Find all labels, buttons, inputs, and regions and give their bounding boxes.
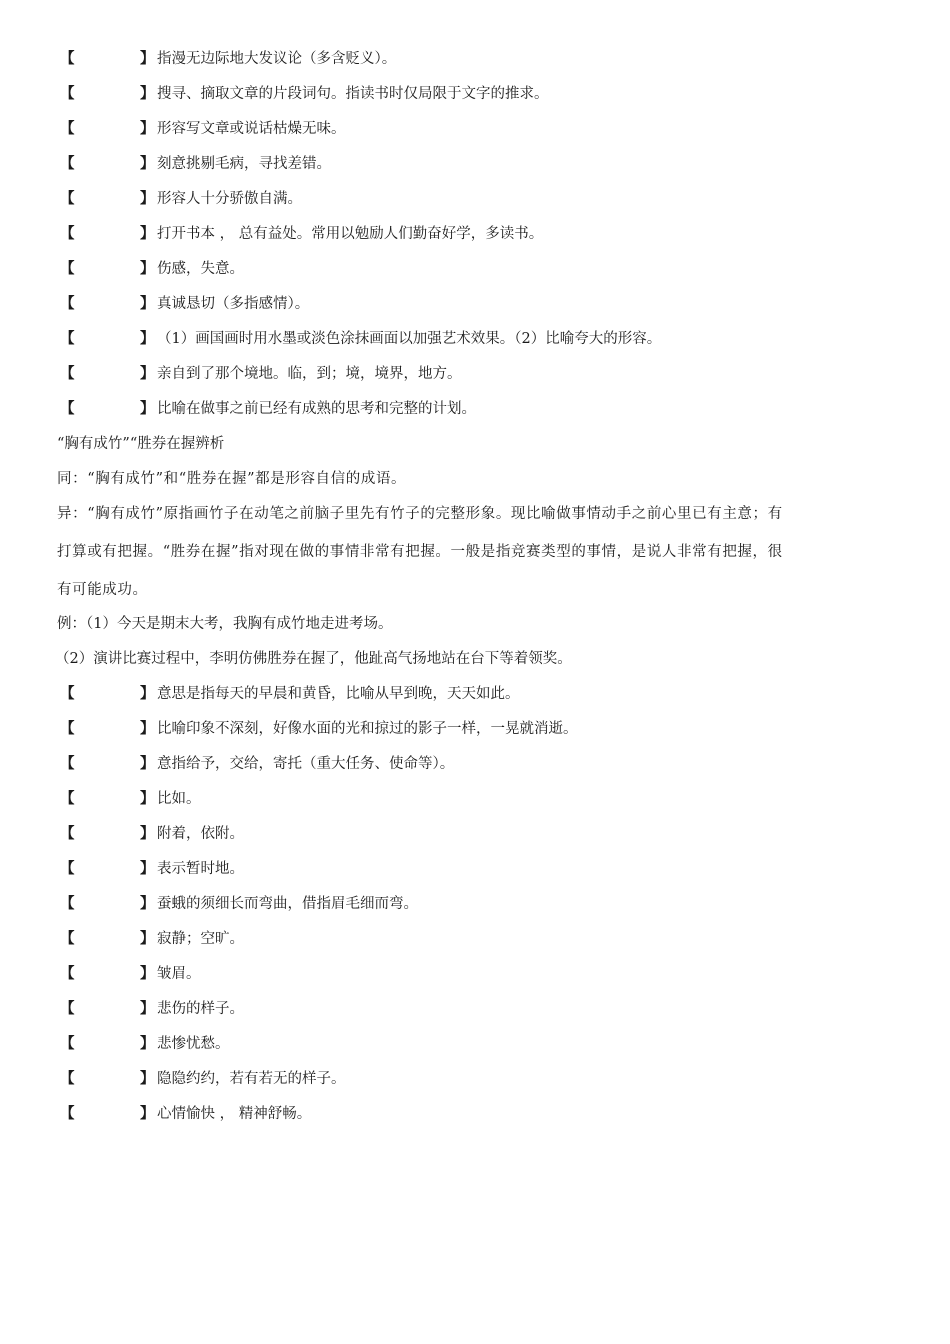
right-bracket: 】 xyxy=(140,50,155,67)
definition-text: 意思是指每天的早晨和黄昏，比喻从早到晚，天天如此。 xyxy=(157,686,520,702)
definition-text: 寂静；空旷。 xyxy=(157,931,244,947)
right-bracket: 】 xyxy=(140,755,155,772)
analysis-diff-line: 有可能成功。 xyxy=(57,582,148,598)
definition-text: 伤感，失意。 xyxy=(157,261,244,277)
left-bracket: 【 xyxy=(60,1070,75,1087)
definition-text: 亲自到了那个境地。临，到；境，境界，地方。 xyxy=(157,366,462,382)
definition-text: 比如。 xyxy=(157,791,201,807)
definition-text: 表示暂时地。 xyxy=(157,861,244,877)
definition-text: 意指给予，交给，寄托（重大任务、使命等）。 xyxy=(157,756,455,772)
left-bracket: 【 xyxy=(60,365,75,382)
analysis-diff-line: 异：“胸有成竹”原指画竹子在动笔之前脑子里先有竹子的完整形象。现比喻做事情动手之前心里已有主意；有 xyxy=(57,506,783,522)
left-bracket: 【 xyxy=(60,720,75,737)
definition-text: 指漫无边际地大发议论（多含贬义）。 xyxy=(157,51,397,67)
definition-text: 心情愉快 ， 精神舒畅。 xyxy=(157,1106,312,1122)
analysis-diff-line: 打算或有把握。“胜券在握”指对现在做的事情非常有把握。一般是指竞赛类型的事情，是说人非常有把握，很 xyxy=(57,544,783,560)
definition-text: 形容写文章或说话枯燥无味。 xyxy=(157,121,346,137)
left-bracket: 【 xyxy=(60,120,75,137)
left-bracket: 【 xyxy=(60,685,75,702)
right-bracket: 】 xyxy=(140,895,155,912)
example-1: 例：（1）今天是期末大考，我胸有成竹地走进考场。 xyxy=(57,616,393,632)
left-bracket: 【 xyxy=(60,225,75,242)
definition-text: 悲惨忧愁。 xyxy=(157,1036,230,1052)
right-bracket: 】 xyxy=(140,295,155,312)
right-bracket: 】 xyxy=(140,930,155,947)
definition-text: 真诚恳切（多指感情）。 xyxy=(157,296,310,312)
right-bracket: 】 xyxy=(140,685,155,702)
right-bracket: 】 xyxy=(140,1105,155,1122)
left-bracket: 【 xyxy=(60,400,75,417)
left-bracket: 【 xyxy=(60,50,75,67)
left-bracket: 【 xyxy=(60,330,75,347)
left-bracket: 【 xyxy=(60,860,75,877)
left-bracket: 【 xyxy=(60,85,75,102)
definition-text: 悲伤的样子。 xyxy=(157,1001,244,1017)
definition-text: 附着，依附。 xyxy=(157,826,244,842)
right-bracket: 】 xyxy=(140,400,155,417)
definition-text: 刻意挑剔毛病，寻找差错。 xyxy=(157,156,331,172)
definition-text: 皱眉。 xyxy=(157,966,201,982)
left-bracket: 【 xyxy=(60,755,75,772)
right-bracket: 】 xyxy=(140,85,155,102)
left-bracket: 【 xyxy=(60,190,75,207)
definition-text: 比喻在做事之前已经有成熟的思考和完整的计划。 xyxy=(157,401,476,417)
definition-text: 隐隐约约，若有若无的样子。 xyxy=(157,1071,346,1087)
right-bracket: 】 xyxy=(140,860,155,877)
definition-text: （1）画国画时用水墨或淡色涂抹画面以加强艺术效果。（2）比喻夸大的形容。 xyxy=(157,331,662,347)
right-bracket: 】 xyxy=(140,225,155,242)
right-bracket: 】 xyxy=(140,155,155,172)
right-bracket: 】 xyxy=(140,190,155,207)
definition-text: 搜寻、摘取文章的片段词句。指读书时仅局限于文字的推求。 xyxy=(157,86,549,102)
left-bracket: 【 xyxy=(60,895,75,912)
right-bracket: 】 xyxy=(140,825,155,842)
definition-text: 形容人十分骄傲自满。 xyxy=(157,191,302,207)
right-bracket: 】 xyxy=(140,1000,155,1017)
left-bracket: 【 xyxy=(60,295,75,312)
right-bracket: 】 xyxy=(140,330,155,347)
left-bracket: 【 xyxy=(60,260,75,277)
definition-text: 打开书本 ， 总有益处。常用以勉励人们勤奋好学，多读书。 xyxy=(157,226,544,242)
analysis-same: 同：“胸有成竹”和“胜券在握”都是形容自信的成语。 xyxy=(57,471,407,487)
right-bracket: 】 xyxy=(140,965,155,982)
left-bracket: 【 xyxy=(60,965,75,982)
left-bracket: 【 xyxy=(60,1000,75,1017)
example-2: （2）演讲比赛过程中，李明仿佛胜券在握了，他趾高气扬地站在台下等着领奖。 xyxy=(55,651,572,667)
left-bracket: 【 xyxy=(60,930,75,947)
right-bracket: 】 xyxy=(140,1035,155,1052)
definition-text: 比喻印象不深刻，好像水面的光和掠过的影子一样，一晃就消逝。 xyxy=(157,721,578,737)
right-bracket: 】 xyxy=(140,1070,155,1087)
right-bracket: 】 xyxy=(140,120,155,137)
left-bracket: 【 xyxy=(60,790,75,807)
left-bracket: 【 xyxy=(60,1105,75,1122)
analysis-heading: “胸有成竹”“胜券在握辨析 xyxy=(57,436,225,452)
left-bracket: 【 xyxy=(60,825,75,842)
left-bracket: 【 xyxy=(60,1035,75,1052)
right-bracket: 】 xyxy=(140,790,155,807)
left-bracket: 【 xyxy=(60,155,75,172)
right-bracket: 】 xyxy=(140,260,155,277)
right-bracket: 】 xyxy=(140,365,155,382)
right-bracket: 】 xyxy=(140,720,155,737)
definition-text: 蚕蛾的须细长而弯曲，借指眉毛细而弯。 xyxy=(157,896,418,912)
